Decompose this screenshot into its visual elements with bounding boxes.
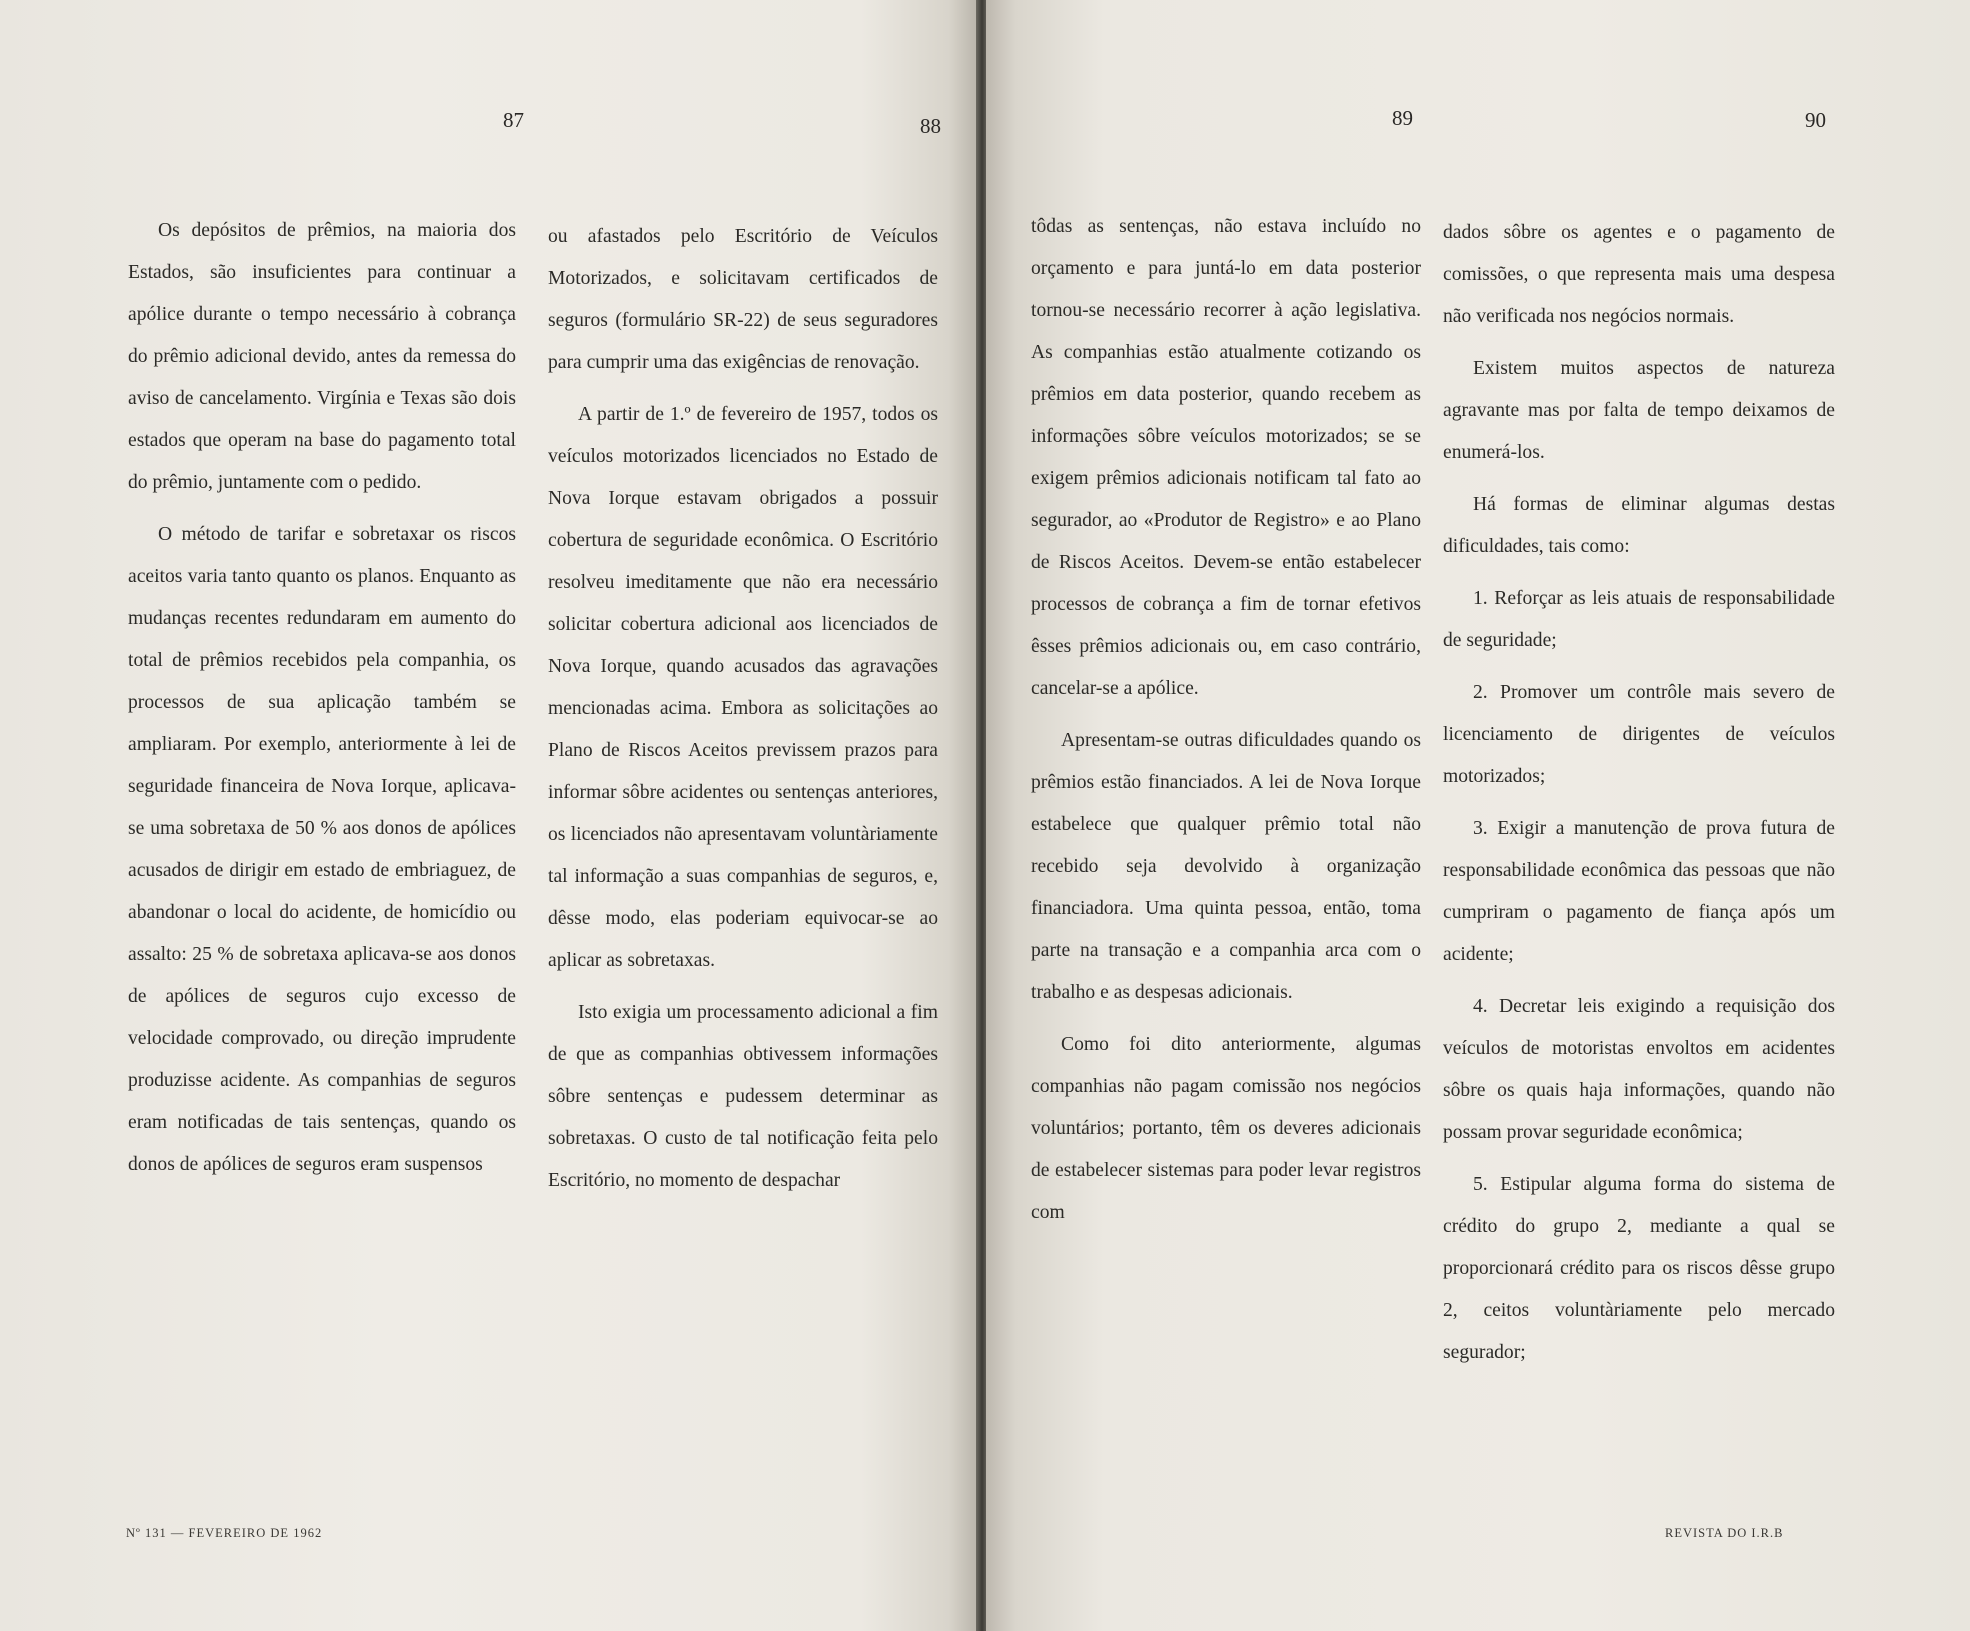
right-page [986, 0, 1970, 1631]
paragraph: Existem muitos aspectos de natureza agravante mas por falta de tempo deixamos de enumerá-los. [1443, 358, 1835, 463]
paragraph: ou afastados pelo Escritório de Veículos Motorizados, e solicitavam certificados de seguros (formulário SR-22) de seus seguradores para cumprir uma das exigências de renovação. [548, 226, 938, 373]
left-footer: Nº 131 — FEVEREIRO DE 1962 [126, 1526, 323, 1540]
right-footer: REVISTA DO I.R.B [1665, 1526, 1784, 1540]
list-item: 5. Estipular alguma forma do sistema de crédito do grupo 2, mediante a qual se proporcionará crédito para os riscos dêsse grupo 2, ceitos voluntàriamente pelo mercado segurador; [1443, 1174, 1835, 1363]
left-page [0, 0, 978, 1631]
page-number-90: 90 [1805, 108, 1826, 132]
paragraph: Isto exigia um processamento adicional a fim de que as companhias obtivessem informações sôbre sentenças e pudessem determinar as sobretaxas. O custo de tal notificação feita pelo Escritório, no momento de despachar [548, 1002, 938, 1191]
list-item: 1. Reforçar as leis atuais de responsabilidade de seguridade; [1443, 588, 1835, 651]
paragraph: Apresentam-se outras dificuldades quando os prêmios estão financiados. A lei de Nova Iorque estabelece que qualquer prêmio total não recebido seja devolvido à organização financiadora. Uma quinta pessoa, então, toma parte na transação e a companhia arca com o trabalho e as despesas adicionais. [1031, 730, 1421, 1003]
paragraph: tôdas as sentenças, não estava incluído no orçamento e para juntá-lo em data posterior tornou-se necessário recorrer à ação legislativa. As companhias estão atualmente cotizando os prêmios em data posterior, quando recebem as informações sôbre veículos motorizados; se se exigem prêmios adicionais notificam tal fato ao segurador, ao «Produtor de Registro» e ao Plano de Riscos Aceitos. Devem-se então estabelecer processos de cobrança a fim de tornar efetivos êsses prêmios adicionais ou, em caso contrário, cancelar-se a apólice. [1031, 216, 1421, 699]
paragraph: O método de tarifar e sobretaxar os riscos aceitos varia tanto quanto os planos. Enquanto as mudanças recentes redundaram em aumento do total de prêmios recebidos pela companhia, os processos de sua aplicação também se ampliaram. Por exemplo, anteriormente à lei de seguridade financeira de Nova Iorque, aplicava-se uma sobretaxa de 50 % aos donos de apólices acusados de dirigir em estado de embriaguez, de abandonar o local do acidente, de homicídio ou assalto: 25 % de sobretaxa aplicava-se aos donos de apólices de seguros cujo excesso de velocidade comprovado, ou direção imprudente produzisse acidente. As companhias de seguros eram notificadas de tais sentenças, quando os donos de apólices de seguros eram suspensos [128, 524, 516, 1175]
page-number-88: 88 [920, 114, 941, 138]
paragraph: Os depósitos de prêmios, na maioria dos Estados, são insuficientes para continuar a apólice durante o tempo necessário à cobrança do prêmio adicional devido, antes da remessa do aviso de cancelamento. Virgínia e Texas são dois estados que operam na base do pagamento total do prêmio, juntamente com o pedido. [128, 220, 516, 493]
left-page-column-2 [548, 216, 938, 1212]
list-item: 3. Exigir a manutenção de prova futura de responsabilidade econômica das pessoas que não cumpriram o pagamento de fiança após um acidente; [1443, 818, 1835, 965]
paragraph: Como foi dito anteriormente, algumas companhias não pagam comissão nos negócios voluntários; portanto, têm os deveres adicionais de estabelecer sistemas para poder levar registros com [1031, 1034, 1421, 1223]
paragraph: A partir de 1.º de fevereiro de 1957, todos os veículos motorizados licenciados no Estado de Nova Iorque estavam obrigados a possuir cobertura de seguridade econômica. O Escritório resolveu imeditamente que não era necessário solicitar cobertura adicional aos licenciados de Nova Iorque, quando acusados das agravações mencionadas acima. Embora as solicitações ao Plano de Riscos Aceitos previssem prazos para informar sôbre acidentes ou sentenças anteriores, os licenciados não apresentavam voluntàriamente tal informação a suas companhias de seguros, e, dêsse modo, elas poderiam equivocar-se ao aplicar as sobretaxas. [548, 404, 938, 971]
page-number-87: 87 [503, 108, 524, 132]
right-page-column-2 [1443, 212, 1835, 1384]
list-item: 4. Decretar leis exigindo a requisição dos veículos de motoristas envoltos em acidentes sôbre os quais haja informações, quando não possam provar seguridade econômica; [1443, 996, 1835, 1143]
page-number-89: 89 [1392, 106, 1413, 130]
list-item: 2. Promover um contrôle mais severo de licenciamento de dirigentes de veículos motorizados; [1443, 682, 1835, 787]
paragraph: Há formas de eliminar algumas destas dificuldades, tais como: [1443, 494, 1835, 557]
paragraph: dados sôbre os agentes e o pagamento de comissões, o que representa mais uma despesa não verificada nos negócios normais. [1443, 222, 1835, 327]
right-page-column-1 [1031, 206, 1421, 1244]
left-page-column-1 [128, 210, 516, 1196]
